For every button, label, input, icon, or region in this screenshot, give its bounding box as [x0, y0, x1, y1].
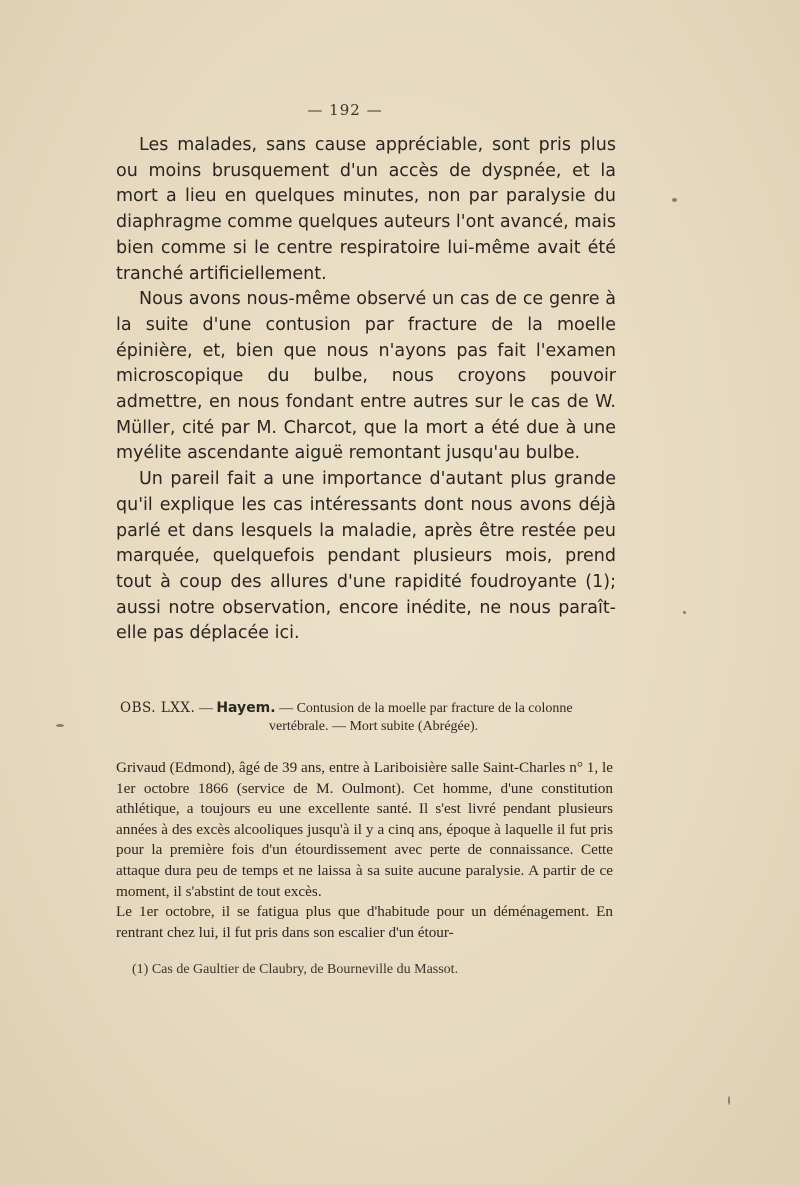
observation-title-line1: — Contusion de la moelle par fracture de la colonne: [275, 701, 573, 716]
case-paragraph-2: Le 1er octobre, il se fatigua plus que d'habitude pour un déménagement. En rentrant chez lui, il fut pris dans son escalier d'un étour-: [116, 903, 613, 941]
page-number: — 192 —: [307, 101, 383, 119]
case-text: [116, 758, 613, 943]
case-paragraph-1: Grivaud (Edmond), âgé de 39 ans, entre à Lariboisière salle Saint-Charles n° 1, le 1er octobre 1866 (service de M. Oulmont). Cet homme, d'une constitution athlétique, a toujours eu une excellente santé. Il s'est livré pendant plusieurs années à des excès alcooliques jusqu'à il y a cinq ans, époque à laquelle il fut pris pour la première fois d'un étourdissement avec perte de connaissance. Cette attaque dura peu de temps et ne laissa à sa suite aucune paralysie. A partir de ce moment, il s'abstint de tout excès.: [116, 759, 613, 900]
observation-dash: —: [195, 701, 217, 716]
footnote: (1) Cas de Gaultier de Claubry, de Bourneville du Massot.: [132, 962, 459, 977]
paper-speck: [672, 198, 677, 202]
observation-title-line2: vertébrale. — Mort subite (Abrégée).: [269, 719, 479, 734]
paper-speck: [683, 611, 686, 614]
paper-speck: [56, 724, 64, 727]
paragraph-2: Nous avons nous-même observé un cas de ce genre à la suite d'une contusion par fracture de la moelle épinière, et, bien que nous n'ayons pas fait l'examen microscopique du bulbe, nous croyons pouvoir admettre, en nous fondant entre autres sur le cas de W. Müller, cité par M. Charcot, que la mort a été due à une myélite ascendante aiguë remontant jusqu'au bulbe.: [116, 289, 616, 464]
main-text: [116, 133, 616, 647]
paragraph-3: Un pareil fait a une importance d'autant plus grande qu'il explique les cas intéressants dont nous avons déjà parlé et dans lesquels la maladie, après être restée peu marquée, quelquefois pendant plusieurs mois, prend tout à coup des allures d'une rapidité foudroyante (1); aussi notre observation, encore inédite, ne nous paraît-elle pas déplacée ici.: [116, 469, 616, 644]
observation-label: OBS. LXX.: [120, 700, 196, 716]
observation-author: Hayem.: [216, 700, 276, 716]
observation-heading: [120, 699, 625, 736]
paragraph-1: Les malades, sans cause appréciable, sont pris plus ou moins brusquement d'un accès de dyspnée, et la mort a lieu en quelques minutes, non par paralysie du diaphragme comme quelques auteurs l'ont avancé, mais bien comme si le centre respiratoire lui-même avait été tranché artificiellement.: [116, 135, 616, 284]
paper-speck: [728, 1096, 730, 1105]
